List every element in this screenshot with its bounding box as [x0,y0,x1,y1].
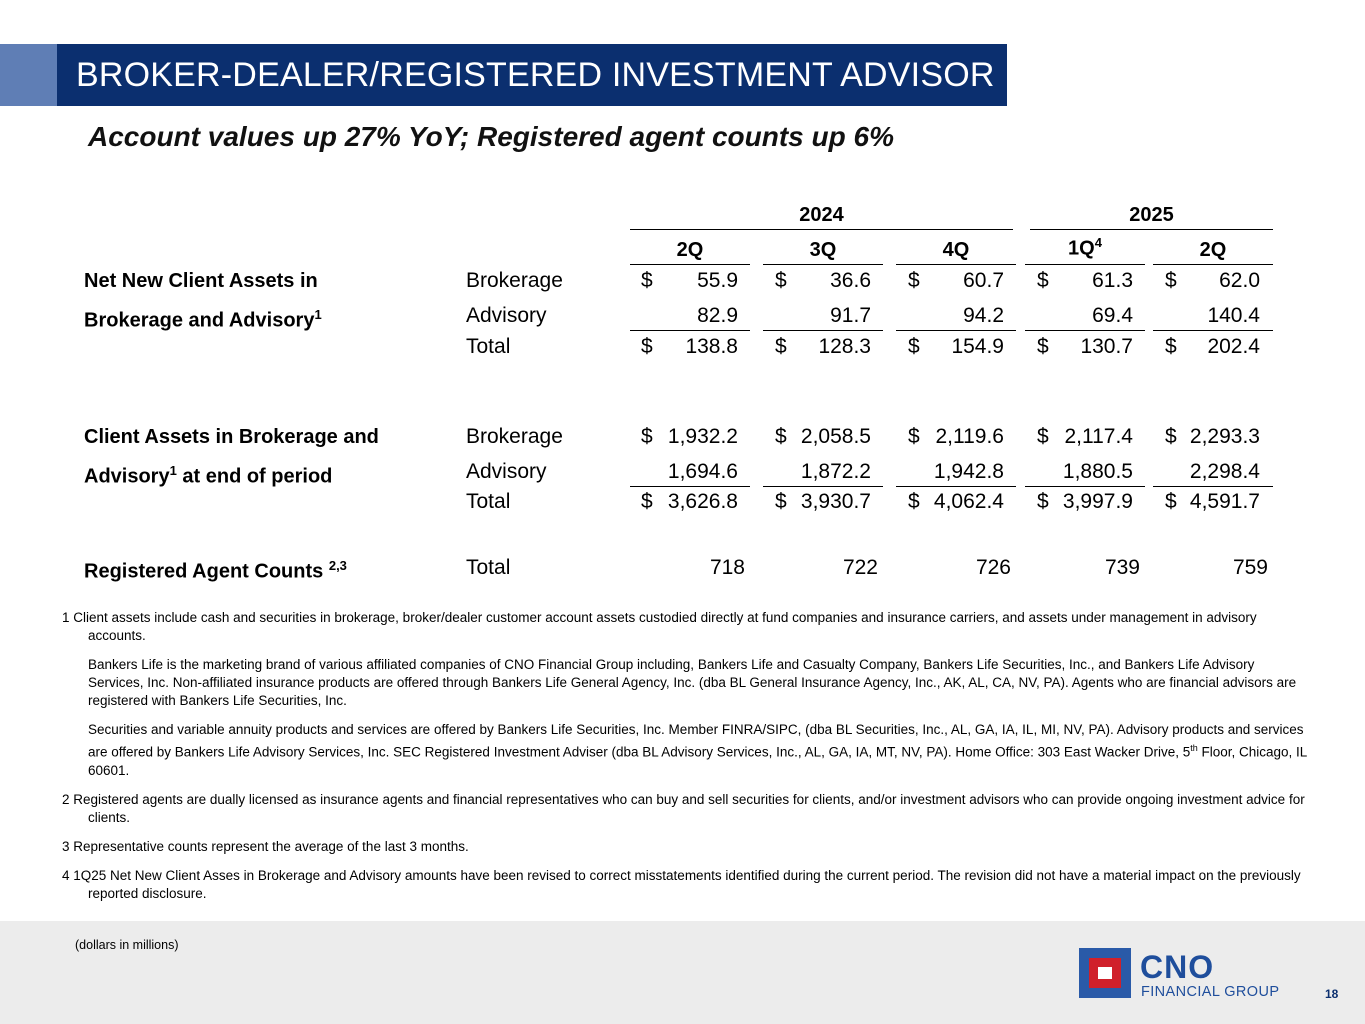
value-cell: 202.4 [1207,335,1260,358]
value-cell: 82.9 [697,304,738,327]
value-cell: 1,880.5 [1062,460,1133,483]
footnote-2: 2 Registered agents are dually licensed as insurance agents and financial representatives who can buy and sell securities for clients, and/or investment advisors who can provide ongoing investment advice for clients. [62,791,1305,825]
section-title-agent-counts: Registered Agent Counts $^{2,3}$ [84,558,347,583]
value-cell: 36.6 [830,269,871,292]
subtotal-rule [763,330,883,331]
value-cell: 69.4 [1092,304,1133,327]
value-cell: 138.8 [685,335,738,358]
value-cell: 94.2 [963,304,1004,327]
year-rule-2025 [1030,229,1273,230]
currency-sign: $ [775,425,787,448]
value-cell: 3,930.7 [800,490,871,513]
row-label-total: Total [466,556,511,579]
row-label-advisory: Advisory [466,304,547,327]
footnote-3: 3 Representative counts represent the average of the last 3 months. [62,838,469,854]
section-title-net-new: Net New Client Assets in Brokerage and Advisory$^1$ [84,270,322,332]
value-cell: 62.0 [1219,269,1260,292]
footnote-1-brand: Bankers Life is the marketing brand of various affiliated companies of CNO Financial Group including, Bankers Life and Casualty Company, Bankers Life Securities, Inc., and Bankers Life Advisory Services, Inc. Non-affiliated insurance products are offered through Bankers Life General Agency, Inc. (dba BL General Insurance Agency, Inc., AK, AL, CA, NV, PA). Agents who are financial advisors are registered with Bankers Life Securities, Inc. [88,657,1297,708]
currency-sign: $ [1165,425,1177,448]
currency-sign: $ [641,269,653,292]
value-cell: 726 [975,556,1011,579]
logo-subtitle: FINANCIAL GROUP [1141,984,1280,1000]
currency-sign: $ [1037,490,1049,513]
currency-sign: $ [1165,335,1177,358]
page-subtitle: Account values up 27% YoY; Registered agent counts up 6% [88,121,894,152]
quarter-rule [1025,264,1145,265]
value-cell: 2,117.4 [1064,425,1133,448]
value-cell: 60.7 [963,269,1004,292]
currency-sign: $ [1165,490,1177,513]
currency-sign: $ [1037,269,1049,292]
quarter-header: $1Q^4$ [1068,235,1102,260]
cno-logo-core [1098,967,1112,979]
footnote-1: 1 Client assets include cash and securities in brokerage, broker/dealer customer account assets custodied directly at fund companies and insurance carriers, and assets under management in advisory accounts. [62,610,1257,643]
quarter-rule [896,264,1016,265]
value-cell: 4,062.4 [933,490,1004,513]
year-rule-2024 [630,229,1013,230]
value-cell: 759 [1232,556,1268,579]
value-cell: 1,942.8 [933,460,1004,483]
row-label-brokerage: Brokerage [466,269,563,292]
subtotal-rule [1025,486,1145,487]
units-note: (dollars in millions) [75,938,179,952]
value-cell: 2,293.3 [1189,425,1260,448]
subtotal-rule [896,486,1016,487]
subtotal-rule [1025,330,1145,331]
quarter-header: 2Q [676,239,704,261]
value-cell: 154.9 [951,335,1004,358]
value-cell: 3,626.8 [667,490,738,513]
page-number: 18 [1325,987,1339,1001]
subtotal-rule [763,486,883,487]
currency-sign: $ [641,425,653,448]
quarter-rule [1153,264,1273,265]
value-cell: 4,591.7 [1189,490,1260,513]
currency-sign: $ [1037,335,1049,358]
currency-sign: $ [908,335,920,358]
row-label-brokerage: Brokerage [466,425,563,448]
section-title-client-assets: Client Assets in Brokerage and Advisory$^1$ at end of period [84,426,379,488]
subtotal-rule [1153,486,1273,487]
row-label-total: Total [466,335,511,358]
currency-sign: $ [775,269,787,292]
value-cell: 128.3 [818,335,871,358]
row-label-advisory: Advisory [466,460,547,483]
currency-sign: $ [641,335,653,358]
value-cell: 718 [709,556,745,579]
footnote-1-securities: Securities and variable annuity products and services are offered by Bankers Life Securities, Inc. Member FINRA/SIPC, (dba BL Securities, Inc., AL, GA, IA, IL, MI, NV, PA). Advisory products and services are offered by Bankers Life Advisory Services, Inc. SEC Registered Investment Adviser (dba BL Advisory Services, Inc., AL, GA, IA, MT, NV, PA). Home Office: 303 East Wacker Drive, 5th Floor, Chicago, IL 60601. [88,722,1307,778]
row-label-total: Total [466,490,511,513]
quarter-header: 4Q [942,239,970,261]
quarter-rule [630,264,750,265]
subtotal-rule [630,486,750,487]
currency-sign: $ [908,490,920,513]
currency-sign: $ [908,269,920,292]
year-header-2025: 2025 [1129,204,1174,226]
value-cell: 130.7 [1080,335,1133,358]
quarter-rule [763,264,883,265]
value-cell: 1,872.2 [800,460,871,483]
subtotal-rule [896,330,1016,331]
value-cell: 2,119.6 [935,425,1004,448]
value-cell: 739 [1104,556,1140,579]
value-cell: 91.7 [830,304,871,327]
value-cell: 1,932.2 [667,425,738,448]
currency-sign: $ [1037,425,1049,448]
logo-wordmark: CNO [1140,949,1215,985]
subtotal-rule [630,330,750,331]
page-title: BROKER-DEALER/REGISTERED INVESTMENT ADVISOR [76,56,995,94]
currency-sign: $ [908,425,920,448]
footnotes [62,609,1307,914]
year-header-2024: 2024 [799,204,844,226]
subtotal-rule [1153,330,1273,331]
value-cell: 2,298.4 [1189,460,1260,483]
quarter-header: 2Q [1199,239,1227,261]
title-accent-block [0,44,57,106]
value-cell: 722 [842,556,878,579]
value-cell: 3,997.9 [1062,490,1133,513]
currency-sign: $ [1165,269,1177,292]
value-cell: 140.4 [1207,304,1260,327]
value-cell: 61.3 [1092,269,1133,292]
value-cell: 55.9 [697,269,738,292]
footnote-4: 4 1Q25 Net New Client Asses in Brokerage and Advisory amounts have been revised to correct misstatements identified during the current period. The revision did not have a material impact on the previously reported disclosure. [62,867,1301,901]
currency-sign: $ [775,490,787,513]
value-cell: 1,694.6 [667,460,738,483]
currency-sign: $ [775,335,787,358]
value-cell: 2,058.5 [800,425,871,448]
quarter-header: 3Q [809,239,837,261]
currency-sign: $ [641,490,653,513]
